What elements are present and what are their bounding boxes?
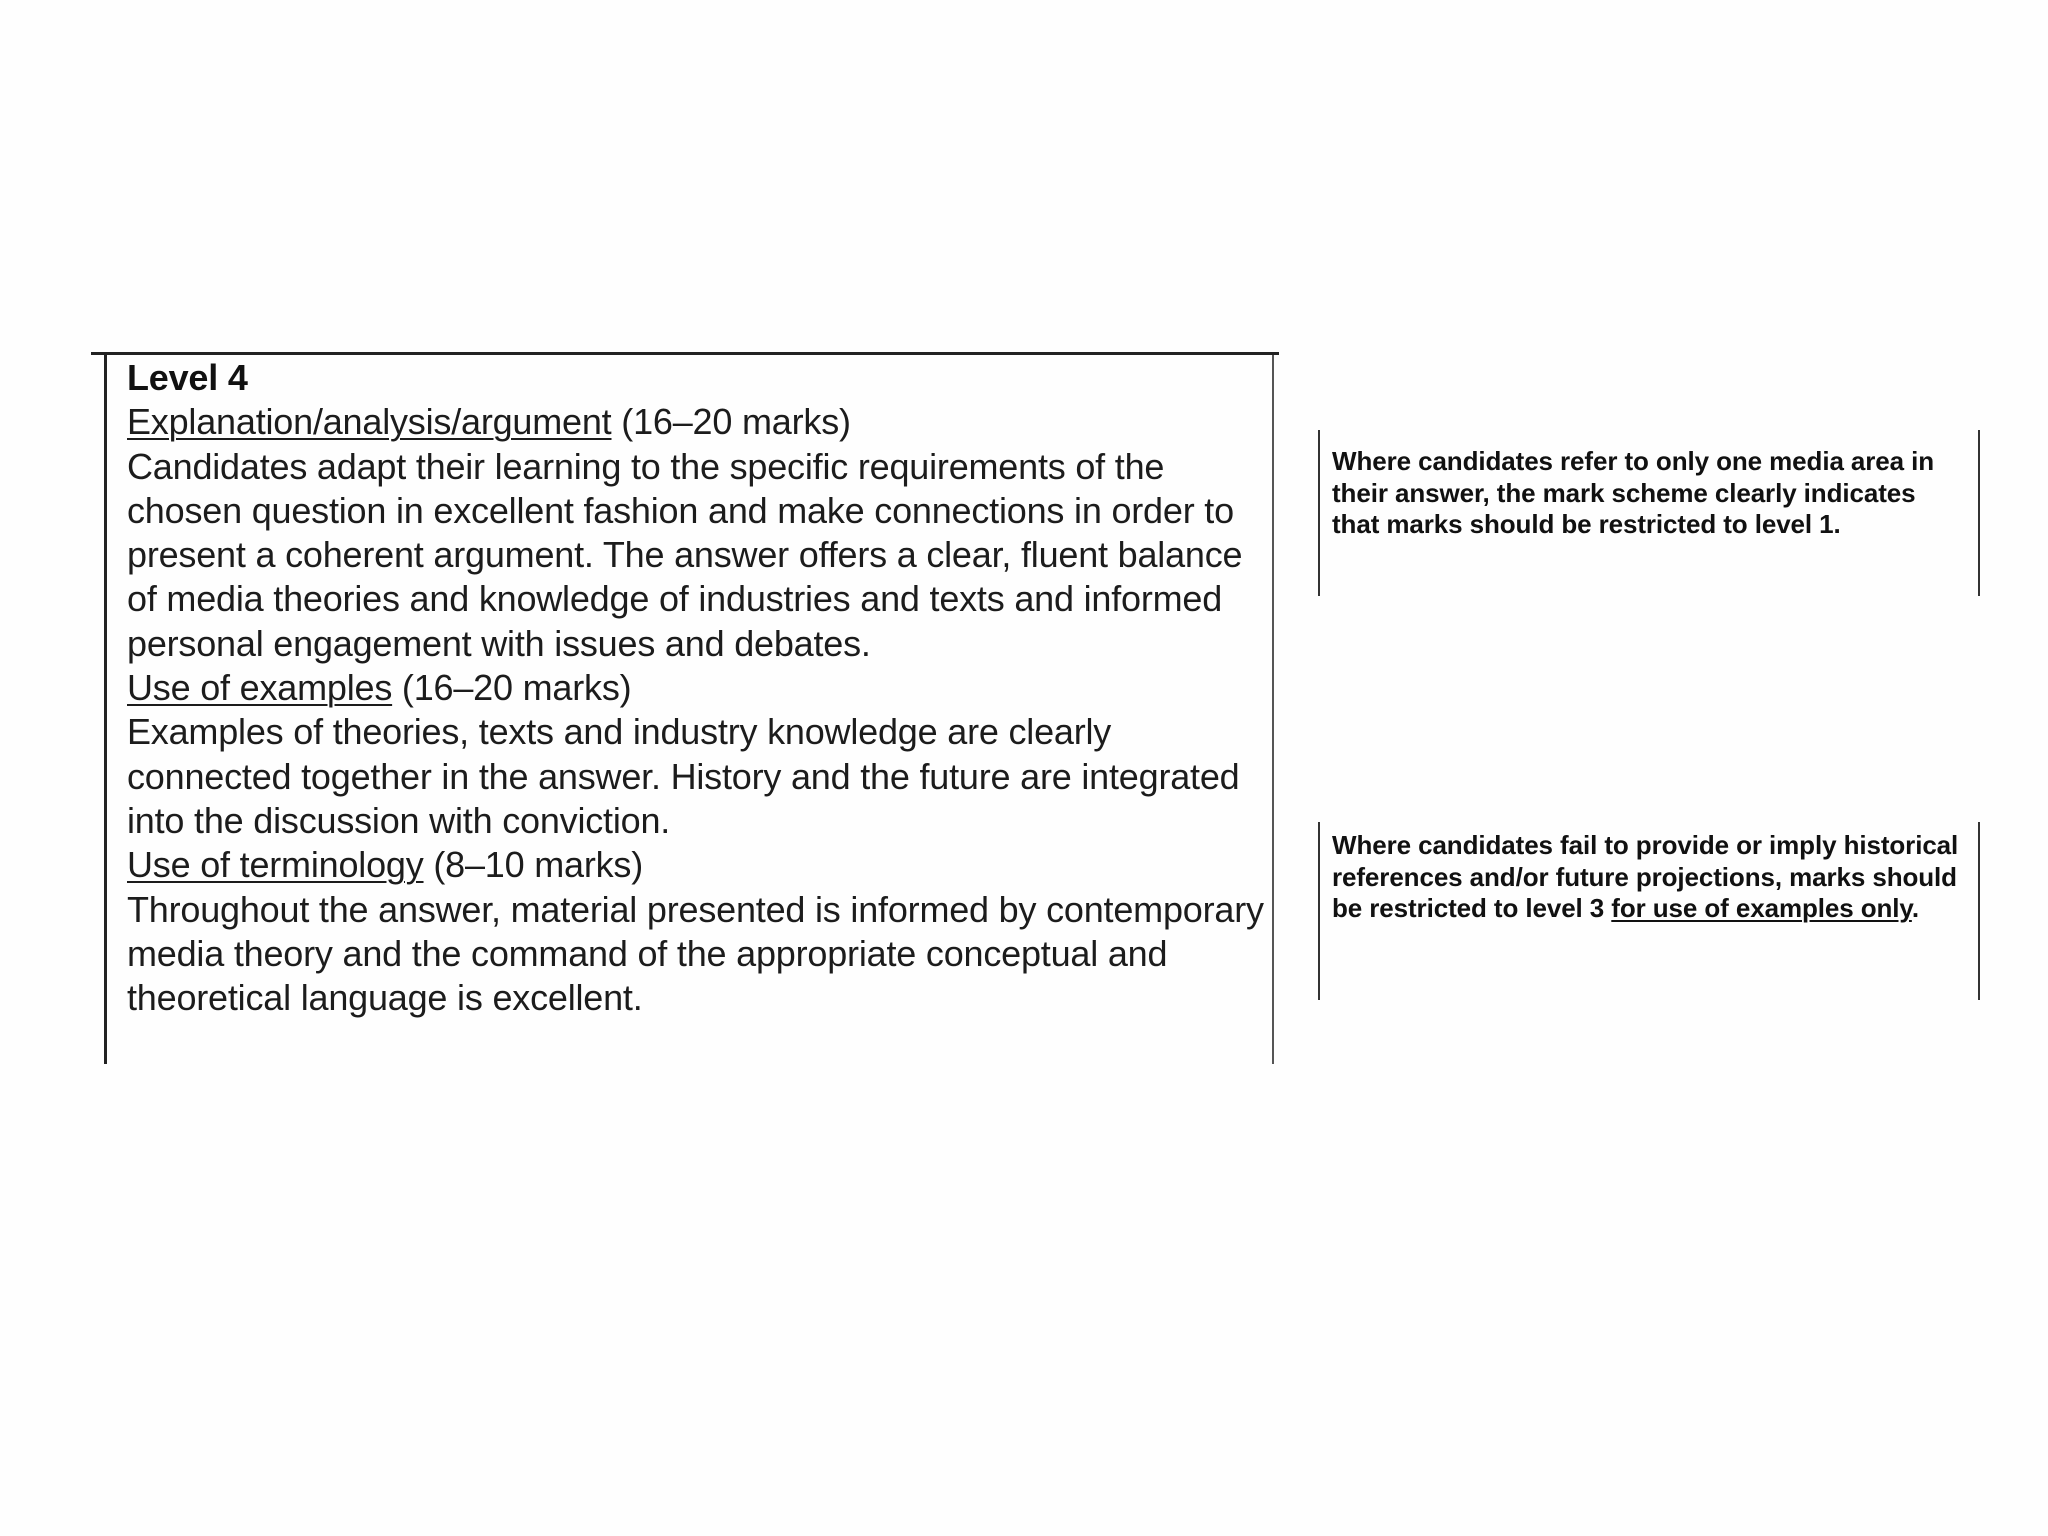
section-explanation-heading bbox=[127, 400, 1267, 444]
section-heading: Use of examples bbox=[127, 667, 393, 709]
section-explanation-text: Candidates adapt their learning to the specific requirements of the chosen question in excellent fashion and make connections in order to present a coherent argument. The answer offers a clear, fluent balance of media theories and knowledge of industries and texts and informed personal engagement with issues and debates. bbox=[127, 445, 1243, 664]
section-marks: (16–20 marks) bbox=[392, 667, 632, 709]
top-rule bbox=[91, 352, 1279, 355]
note-underlined-text: for use of examples only bbox=[1611, 893, 1912, 923]
level-4-content bbox=[127, 356, 1267, 1020]
section-examples-heading bbox=[127, 666, 1267, 710]
section-heading: Explanation/analysis/argument bbox=[127, 401, 612, 443]
section-terminology-heading bbox=[127, 843, 1267, 887]
section-terminology-text: Throughout the answer, material presented is informed by contemporary media theory and the command of the appropriate conceptual and theoretical language is excellent. bbox=[127, 888, 1264, 1019]
section-marks: (8–10 marks) bbox=[423, 844, 643, 886]
note-one-media-area: Where candidates refer to only one media area in their answer, the mark scheme clearly indicates that marks should be restricted to level 1. bbox=[1318, 430, 1980, 596]
section-examples-text: Examples of theories, texts and industry knowledge are clearly connected together in the answer. History and the future are integrated into the discussion with conviction. bbox=[127, 711, 1240, 841]
section-marks: (16–20 marks) bbox=[611, 401, 851, 443]
note-historical-references bbox=[1318, 822, 1980, 1000]
note-end: . bbox=[1911, 893, 1919, 923]
note-text: Where candidates fail to provide or imply historical references and/or future projections, marks should be restricted to level 3 bbox=[1332, 830, 1959, 923]
level-title: Level 4 bbox=[127, 357, 248, 398]
section-heading: Use of terminology bbox=[127, 844, 424, 886]
level-4-descriptor-box bbox=[104, 352, 1274, 1064]
